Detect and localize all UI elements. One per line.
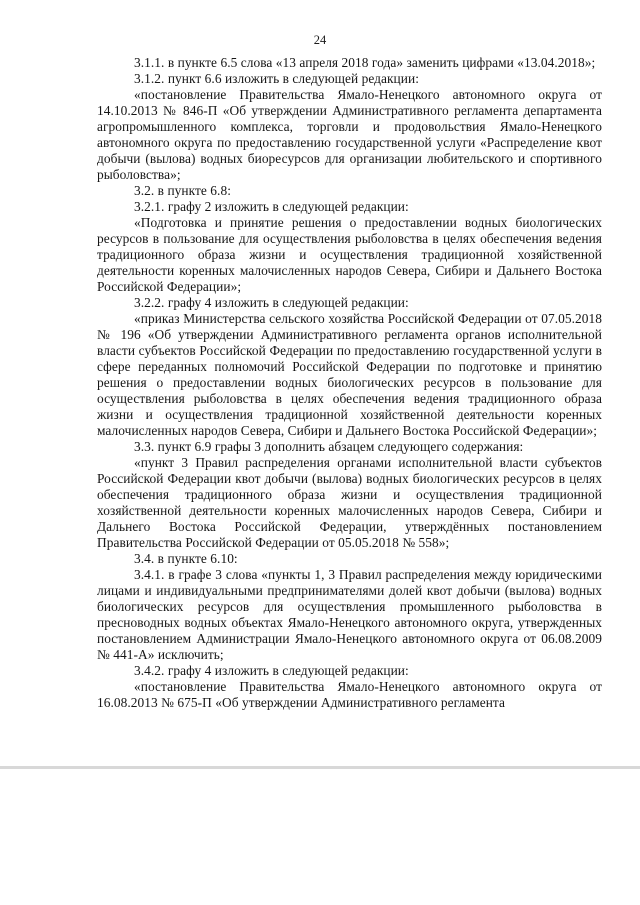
- page-number: 24: [313, 33, 327, 47]
- paragraph: 3.1.1. в пункте 6.5 слова «13 апреля 2018 года» заменить цифрами «13.04.2018»;: [134, 55, 596, 70]
- paragraph: 3.4. в пункте 6.10:: [134, 551, 238, 566]
- paragraph: 3.3. пункт 6.9 графы 3 дополнить абзацем следующего содержания:: [134, 439, 524, 454]
- scan-edge-divider: [0, 766, 640, 769]
- paragraph: «постановление Правительства Ямало-Ненецкого автономного округа от 14.10.2013 № 846-П «Об утверждении Административного регламента департамента агропромышленного комплекса, торговли и продовольствия Ямало-Ненецкого автономного округа по предоставлению государственной услуги «Распределение квот добычи (вылова) водных биоресурсов для организации любительского и спортивного рыболовства»;: [97, 87, 602, 182]
- paragraph: «постановление Правительства Ямало-Ненецкого автономного округа от 16.08.2013 № 675-П «Об утверждении Административного регламента: [97, 679, 602, 710]
- paragraph: 3.2.2. графу 4 изложить в следующей редакции:: [134, 295, 409, 310]
- paragraph: 3.2. в пункте 6.8:: [134, 183, 231, 198]
- paragraph: «приказ Министерства сельского хозяйства Российской Федерации от 07.05.2018 № 196 «Об утверждении Административного регламента органов исполнительной власти субъектов Российской Федерации по предоставлению государственной услуги в сфере переданных полномочий Российской Федерации по подготовке и принятию решения о предоставлении водных биологических ресурсов в пользование для осуществления рыболовства в целях обеспечения ведения традиционного образа жизни и осуществления традиционной хозяйственной деятельности коренных малочисленных народов Севера, Сибири и Дальнего Востока Российской Федерации»;: [97, 311, 602, 438]
- paragraph: 3.2.1. графу 2 изложить в следующей редакции:: [134, 199, 409, 214]
- paragraph: 3.1.2. пункт 6.6 изложить в следующей редакции:: [134, 71, 419, 86]
- document-body: [97, 55, 602, 711]
- paragraph: «пункт 3 Правил распределения органами исполнительной власти субъектов Российской Федерации квот добычи (вылова) водных биологических ресурсов в целях обеспечения традиционного образа жизни и осуществления традиционной хозяйственной деятельности коренных малочисленных народов Севера, Сибири и Дальнего Востока Российской Федерации, утверждённых постановлением Правительства Российской Федерации от 05.05.2018 № 558»;: [97, 455, 602, 550]
- paragraph: «Подготовка и принятие решения о предоставлении водных биологических ресурсов в пользование для осуществления рыболовства в целях обеспечения ведения традиционного образа жизни и осуществления традиционной хозяйственной деятельности коренных малочисленных народов Севера, Сибири и Дальнего Востока Российской Федерации»;: [97, 215, 602, 294]
- paragraph: 3.4.1. в графе 3 слова «пункты 1, 3 Правил распределения между юридическими лицами и индивидуальными предпринимателями долей квот добычи (вылова) водных биологических ресурсов для осуществления промышленного рыболовства в пресноводных водных объектах Ямало-Ненецкого автономного округа, утвержденных постановлением Администрации Ямало-Ненецкого автономного округа от 06.08.2009 № 441-А» исключить;: [97, 567, 602, 662]
- paragraph: 3.4.2. графу 4 изложить в следующей редакции:: [134, 663, 409, 678]
